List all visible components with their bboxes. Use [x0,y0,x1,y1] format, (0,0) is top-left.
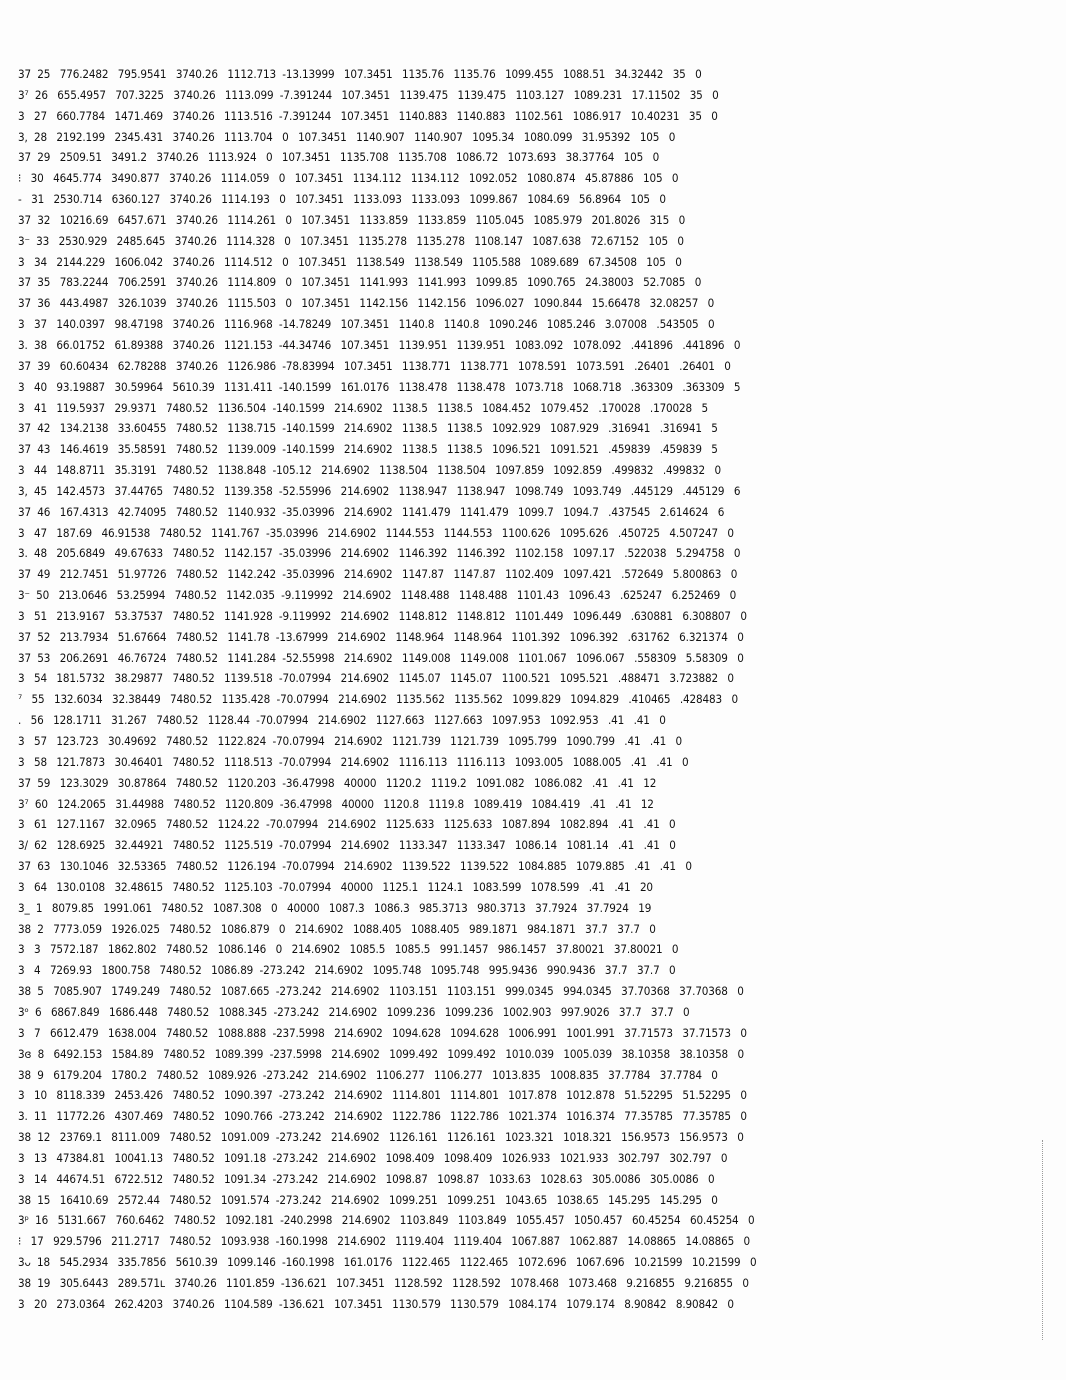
table-row: 3 13 47384.81 10041.13 7480.52 1091.18 -273.242 214.6902 1098.409 1098.409 1026.933 1021.933 302.797 302.797 0 [18,1150,728,1165]
table-row: 37 43 146.4619 35.58591 7480.52 1139.009 -140.1599 214.6902 1138.5 1138.5 1096.521 1091.521 .459839 .459839 5 [18,442,718,457]
table-row: 3 40 93.19887 30.59964 5610.39 1131.411 -140.1599 161.0176 1138.478 1138.478 1073.718 1068.718 .363309 .363309 5 [18,379,741,394]
table-row: 3 61 127.1167 32.0965 7480.52 1124.22 -70.07994 214.6902 1125.633 1125.633 1087.894 1082.894 .41 .41 0 [18,817,676,832]
table-row: 3 4 7269.93 1800.758 7480.52 1086.89 -273.242 214.6902 1095.748 1095.748 995.9436 990.9436 37.7 37.7 0 [18,963,676,978]
table-row: - 31 2530.714 6360.127 3740.26 1114.193 0 107.3451 1133.093 1133.093 1099.867 1084.69 56.8964 105 0 [18,192,666,207]
table-row: 3 51 213.9167 53.37537 7480.52 1141.928 -9.119992 214.6902 1148.812 1148.812 1101.449 1096.449 .630881 6.308807 0 [18,608,747,623]
table-row: 37 42 134.2138 33.60455 7480.52 1138.715 -140.1599 214.6902 1138.5 1138.5 1092.929 1087.929 .316941 .316941 5 [18,421,718,436]
table-row: 3ᵒ 6 6867.849 1686.448 7480.52 1088.345 -273.242 214.6902 1099.236 1099.236 1002.903 997.9026 37.7 37.7 0 [18,1004,690,1019]
table-row: 3⁷ 26 655.4957 707.3225 3740.26 1113.099 -7.391244 107.3451 1139.475 1139.475 1103.127 1089.231 17.11502 35 0 [18,87,719,102]
table-row: 3 14 44674.51 6722.512 7480.52 1091.34 -273.242 214.6902 1098.87 1098.87 1033.63 1028.63 305.0086 305.0086 0 [18,1171,715,1186]
table-row: 3ɞ 8 6492.153 1584.89 7480.52 1089.399 -237.5998 214.6902 1099.492 1099.492 1010.039 1005.039 38.10358 38.10358 0 [18,1046,745,1061]
table-row: 3, 28 2192.199 2345.431 3740.26 1113.704 0 107.3451 1140.907 1140.907 1095.34 1080.099 31.95392 105 0 [18,129,676,144]
table-row: 3 10 8118.339 2453.426 7480.52 1090.397 -273.242 214.6902 1114.801 1114.801 1017.878 1012.878 51.52295 51.52295 0 [18,1088,747,1103]
scan-margin-mark [1042,1140,1044,1340]
table-row: 37 53 206.2691 46.76724 7480.52 1141.284 -52.55998 214.6902 1149.008 1149.008 1101.067 1096.067 .558309 5.58309 0 [18,650,744,665]
table-row: 3. 38 66.01752 61.89388 3740.26 1121.153 -44.34746 107.3451 1139.951 1139.951 1083.092 1078.092 .441896 .441896 0 [18,337,741,352]
table-row: 3ᴗ 18 545.2934 335.7856 5610.39 1099.146 -160.1998 161.0176 1122.465 1122.465 1072.696 1067.696 10.21599 10.21599 0 [18,1255,757,1270]
table-row: 38 15 16410.69 2572.44 7480.52 1091.574 -273.242 214.6902 1099.251 1099.251 1043.65 1038.65 145.295 145.295 0 [18,1192,718,1207]
table-row: 3 64 130.0108 32.48615 7480.52 1125.103 -70.07994 40000 1125.1 1124.1 1083.599 1078.599 .41 .41 20 [18,879,653,894]
table-row: 37 36 443.4987 326.1039 3740.26 1115.503 0 107.3451 1142.156 1142.156 1096.027 1090.844 15.66478 32.08257 0 [18,296,715,311]
table-row: 3 37 140.0397 98.47198 3740.26 1116.968 -14.78249 107.3451 1140.8 1140.8 1090.246 1085.246 3.07008 .543505 0 [18,317,715,332]
table-row: 3 27 660.7784 1471.469 3740.26 1113.516 -7.391244 107.3451 1140.883 1140.883 1102.561 1086.917 10.40231 35 0 [18,108,718,123]
table-row: 37 52 213.7934 51.67664 7480.52 1141.78 -13.67999 214.6902 1148.964 1148.964 1101.392 1096.392 .631762 6.321374 0 [18,629,744,644]
data-table [18,64,1048,1315]
table-row: 3⁻ 50 213.0646 53.25994 7480.52 1142.035 -9.119992 214.6902 1148.488 1148.488 1101.43 1096.43 .625247 6.252469 0 [18,588,737,603]
table-row: 37 25 776.2482 795.9541 3740.26 1112.713 -13.13999 107.3451 1135.76 1135.76 1099.455 1088.51 34.32442 35 0 [18,67,702,81]
table-row: 3 58 121.7873 30.46401 7480.52 1118.513 -70.07994 214.6902 1116.113 1116.113 1093.005 1088.005 .41 .41 0 [18,754,689,769]
table-row: ⁷ 55 132.6034 32.38449 7480.52 1135.428 -70.07994 214.6902 1135.562 1135.562 1099.829 1094.829 .410465 .428483 0 [18,692,738,707]
table-row: 3 34 2144.229 1606.042 3740.26 1114.512 0 107.3451 1138.549 1138.549 1105.588 1089.689 67.34508 105 0 [18,254,682,269]
table-row: 3⁻ 33 2530.929 2485.645 3740.26 1114.328 0 107.3451 1135.278 1135.278 1108.147 1087.638 72.67152 105 0 [18,233,684,248]
table-row: 3 54 181.5732 38.29877 7480.52 1139.518 -70.07994 214.6902 1145.07 1145.07 1100.521 1095.521 .488471 3.723882 0 [18,671,734,686]
table-row: 3 3 7572.187 1862.802 7480.52 1086.146 0 214.6902 1085.5 1085.5 991.1457 986.1457 37.80021 37.80021 0 [18,942,679,957]
table-row: 37 49 212.7451 51.97726 7480.52 1142.242 -35.03996 214.6902 1147.87 1147.87 1102.409 1097.421 .572649 5.800863 0 [18,567,738,582]
table-row: ⁝ 30 4645.774 3490.877 3740.26 1114.059 0 107.3451 1134.112 1134.112 1092.052 1080.874 45.87886 105 0 [18,171,679,186]
table-row: ⁝ 17 929.5796 211.2717 7480.52 1093.938 -160.1998 214.6902 1119.404 1119.404 1067.887 1062.887 14.08865 14.08865 0 [18,1234,751,1249]
table-row: 3_ 1 8079.85 1991.061 7480.52 1087.308 0 40000 1087.3 1086.3 985.3713 980.3713 37.7924 37.7924 19 [18,900,652,915]
table-row: 3. 11 11772.26 4307.469 7480.52 1090.766 -273.242 214.6902 1122.786 1122.786 1021.374 1016.374 77.35785 77.35785 0 [18,1109,747,1124]
table-row: 38 2 7773.059 1926.025 7480.52 1086.879 0 214.6902 1088.405 1088.405 989.1871 984.1871 37.7 37.7 0 [18,921,656,936]
table-row: 3 7 6612.479 1638.004 7480.52 1088.888 -237.5998 214.6902 1094.628 1094.628 1006.991 1001.991 37.71573 37.71573 0 [18,1025,747,1040]
table-row: 3 41 119.5937 29.9371 7480.52 1136.504 -140.1599 214.6902 1138.5 1138.5 1084.452 1079.452 .170028 .170028 5 [18,400,708,415]
table-row: 3 44 148.8711 35.3191 7480.52 1138.848 -105.12 214.6902 1138.504 1138.504 1097.859 1092.859 .499832 .499832 0 [18,463,721,478]
table-row: 3 47 187.69 46.91538 7480.52 1141.767 -35.03996 214.6902 1144.553 1144.553 1100.626 1095.626 .450725 4.507247 0 [18,525,734,540]
table-row: 38 12 23769.1 8111.009 7480.52 1091.009 -273.242 214.6902 1126.161 1126.161 1023.321 1018.321 156.9573 156.9573 0 [18,1130,744,1145]
table-row: 3. 48 205.6849 49.67633 7480.52 1142.157 -35.03996 214.6902 1146.392 1146.392 1102.158 1097.17 .522038 5.294758 0 [18,546,741,561]
table-row: 37 29 2509.51 3491.2 3740.26 1113.924 0 107.3451 1135.708 1135.708 1086.72 1073.693 38.37764 105 0 [18,150,660,165]
table-row: 37 63 130.1046 32.53365 7480.52 1126.194 -70.07994 214.6902 1139.522 1139.522 1084.885 1079.885 .41 .41 0 [18,859,692,874]
table-row: 3 57 123.723 30.49692 7480.52 1122.824 -70.07994 214.6902 1121.739 1121.739 1095.799 1090.799 .41 .41 0 [18,734,683,748]
table-row: 37 39 60.60434 62.78288 3740.26 1126.986 -78.83994 107.3451 1138.771 1138.771 1078.591 1073.591 .26401 .26401 0 [18,358,731,373]
table-row: 38 9 6179.204 1780.2 7480.52 1089.926 -273.242 214.6902 1106.277 1106.277 1013.835 1008.835 37.7784 37.7784 0 [18,1067,718,1082]
table-row: 37 46 167.4313 42.74095 7480.52 1140.932 -35.03996 214.6902 1141.479 1141.479 1099.7 1094.7 .437545 2.614624 6 [18,504,725,519]
table-row: 3/ 62 128.6925 32.44921 7480.52 1125.519 -70.07994 214.6902 1133.347 1133.347 1086.14 1081.14 .41 .41 0 [18,838,676,853]
table-row: 3, 45 142.4573 37.44765 7480.52 1139.358 -52.55996 214.6902 1138.947 1138.947 1098.749 1093.749 .445129 .445129 6 [18,483,741,498]
table-row: . 56 128.1711 31.267 7480.52 1128.44 -70.07994 214.6902 1127.663 1127.663 1097.953 1092.953 .41 .41 0 [18,713,666,728]
table-row: 38 5 7085.907 1749.249 7480.52 1087.665 -273.242 214.6902 1103.151 1103.151 999.0345 994.0345 37.70368 37.70368 0 [18,984,744,999]
table-row: 3 20 273.0364 262.4203 3740.26 1104.589 -136.621 107.3451 1130.579 1130.579 1084.174 1079.174 8.90842 8.90842 0 [18,1296,734,1311]
table-row: 37 32 10216.69 6457.671 3740.26 1114.261 0 107.3451 1133.859 1133.859 1105.045 1085.979 201.8026 315 0 [18,212,686,227]
table-row: 38 19 305.6443 289.571ʟ 3740.26 1101.859 -136.621 107.3451 1128.592 1128.592 1078.468 1073.468 9.216855 9.216855 0 [18,1275,749,1290]
table-row: 37 35 783.2244 706.2591 3740.26 1114.809 0 107.3451 1141.993 1141.993 1099.85 1090.765 24.38003 52.7085 0 [18,275,702,290]
table-row: 3ᵖ 16 5131.667 760.6462 7480.52 1092.181 -240.2998 214.6902 1103.849 1103.849 1055.457 1050.457 60.45254 60.45254 0 [18,1213,755,1228]
table-row: 3⁷ 60 124.2065 31.44988 7480.52 1120.809 -36.47998 40000 1120.8 1119.8 1089.419 1084.419 .41 .41 12 [18,796,654,811]
table-row: 37 59 123.3029 30.87864 7480.52 1120.203 -36.47998 40000 1120.2 1119.2 1091.082 1086.082 .41 .41 12 [18,775,657,790]
